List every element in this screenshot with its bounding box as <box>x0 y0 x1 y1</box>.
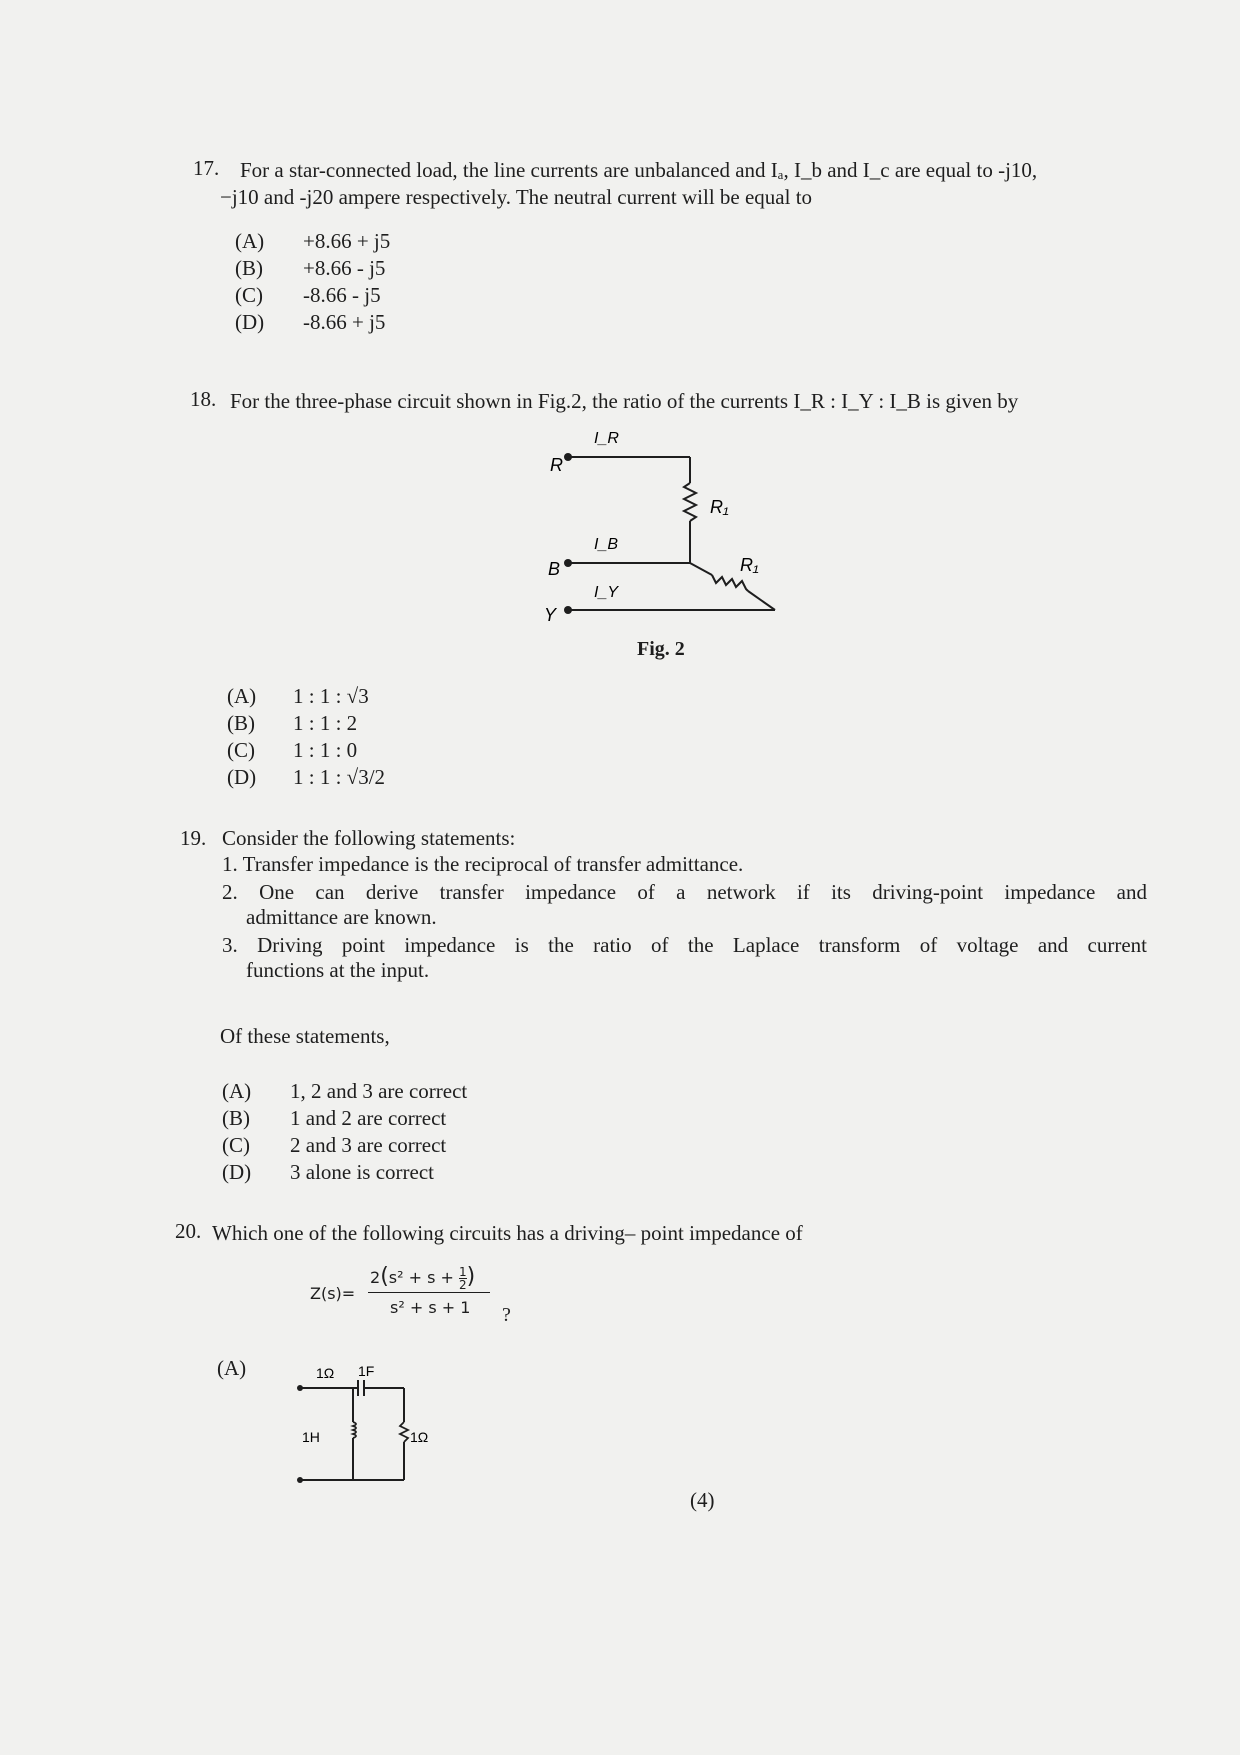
q19-statement-2: 2. One can derive transfer impedance of a network if its driving-point impedance and admittance are known. <box>222 880 1148 929</box>
q19-option-c[interactable]: (C) 2 and 3 are correct <box>222 1133 447 1157</box>
resistor-r1-diagonal <box>712 575 748 591</box>
q20-text: Which one of the following circuits has a driving– point impedance of <box>212 1221 803 1245</box>
current-b-label: I_B <box>594 536 619 553</box>
q20-number: 20. <box>175 1219 202 1243</box>
node-b-label: B <box>548 559 561 579</box>
q17-text-line2: −j10 and -j20 ampere respectively. The neutral current will be equal to <box>220 185 813 209</box>
current-y-label: I_Y <box>594 584 619 601</box>
q17-option-a[interactable]: (A) +8.66 + j5 <box>235 229 391 253</box>
q17-option-c[interactable]: (C) -8.66 - j5 <box>235 283 381 307</box>
formula-fraction-bar <box>368 1292 490 1293</box>
q18-number: 18. <box>190 387 217 411</box>
q17-text-line1: For a star-connected load, the line currents are unbalanced and Iₐ, I_b and I_c are equal to -j10, <box>240 158 1038 182</box>
shunt-resistor-symbol <box>400 1422 408 1442</box>
q19-text: Consider the following statements: <box>222 826 516 850</box>
current-r-label: I_R <box>594 430 619 447</box>
q17-option-b[interactable]: (B) +8.66 - j5 <box>235 256 386 280</box>
q18-options <box>227 683 385 791</box>
q19-option-a[interactable]: (A) 1, 2 and 3 are correct <box>222 1079 468 1103</box>
shunt-inductor-label: 1H <box>302 1429 320 1445</box>
q19-option-b[interactable]: (B) 1 and 2 are correct <box>222 1106 447 1130</box>
star-diagonal-wire <box>690 563 712 575</box>
diag-to-y-wire <box>748 591 775 610</box>
q19-statements <box>222 852 1147 983</box>
page-number: (4) <box>690 1488 715 1512</box>
q19-statement-1: 1. Transfer impedance is the reciprocal of transfer admittance. <box>222 852 744 876</box>
inductor-symbol <box>353 1422 356 1438</box>
formula-numerator: 2(s² + s + $\frac{1}{2}$ ) <box>370 1264 476 1292</box>
q18-option-c[interactable]: (C) 1 : 1 : 0 <box>227 738 358 762</box>
q19-number: 19. <box>180 826 207 850</box>
resistor-r1-vertical <box>684 483 696 521</box>
node-r-label: R <box>550 455 563 475</box>
q20-option-a-label[interactable]: (A) <box>217 1356 247 1380</box>
q18-option-d[interactable]: (D) 1 : 1 : √3/2 <box>227 765 386 789</box>
q18-option-b[interactable]: (B) 1 : 1 : 2 <box>227 711 358 735</box>
resistor-2-label: R₁ <box>740 555 759 575</box>
q18-option-a[interactable]: (A) 1 : 1 : √3 <box>227 684 369 708</box>
q17-number: 17. <box>193 156 220 180</box>
formula-question-mark: ? <box>502 1304 511 1326</box>
q20-option-a-circuit <box>290 1360 429 1490</box>
q19-options <box>222 1078 467 1186</box>
fig2-caption: Fig. 2 <box>637 638 685 660</box>
q17-option-d[interactable]: (D) -8.66 + j5 <box>235 310 386 334</box>
q19-lead: Of these statements, <box>220 1024 390 1048</box>
series-resistor-label: 1Ω <box>316 1365 335 1381</box>
q19-option-d[interactable]: (D) 3 alone is correct <box>222 1160 435 1184</box>
resistor-1-label: R₁ <box>710 497 729 517</box>
q17-options <box>235 228 390 336</box>
fig2-circuit-diagram <box>530 415 800 635</box>
q18-text: For the three-phase circuit shown in Fig.2, the ratio of the currents I_R : I_Y : I_B is given by <box>230 389 1019 413</box>
q19-statement-3: 3. Driving point impedance is the ratio of the Laplace transform of voltage and current functions at the input. <box>222 933 1148 982</box>
formula-lhs: Z(s)= <box>310 1284 356 1303</box>
series-capacitor-label: 1F <box>358 1363 375 1379</box>
formula-denominator: s² + s + 1 <box>390 1298 471 1317</box>
node-y-label: Y <box>544 605 557 625</box>
shunt-resistor-label: 1Ω <box>410 1429 429 1445</box>
